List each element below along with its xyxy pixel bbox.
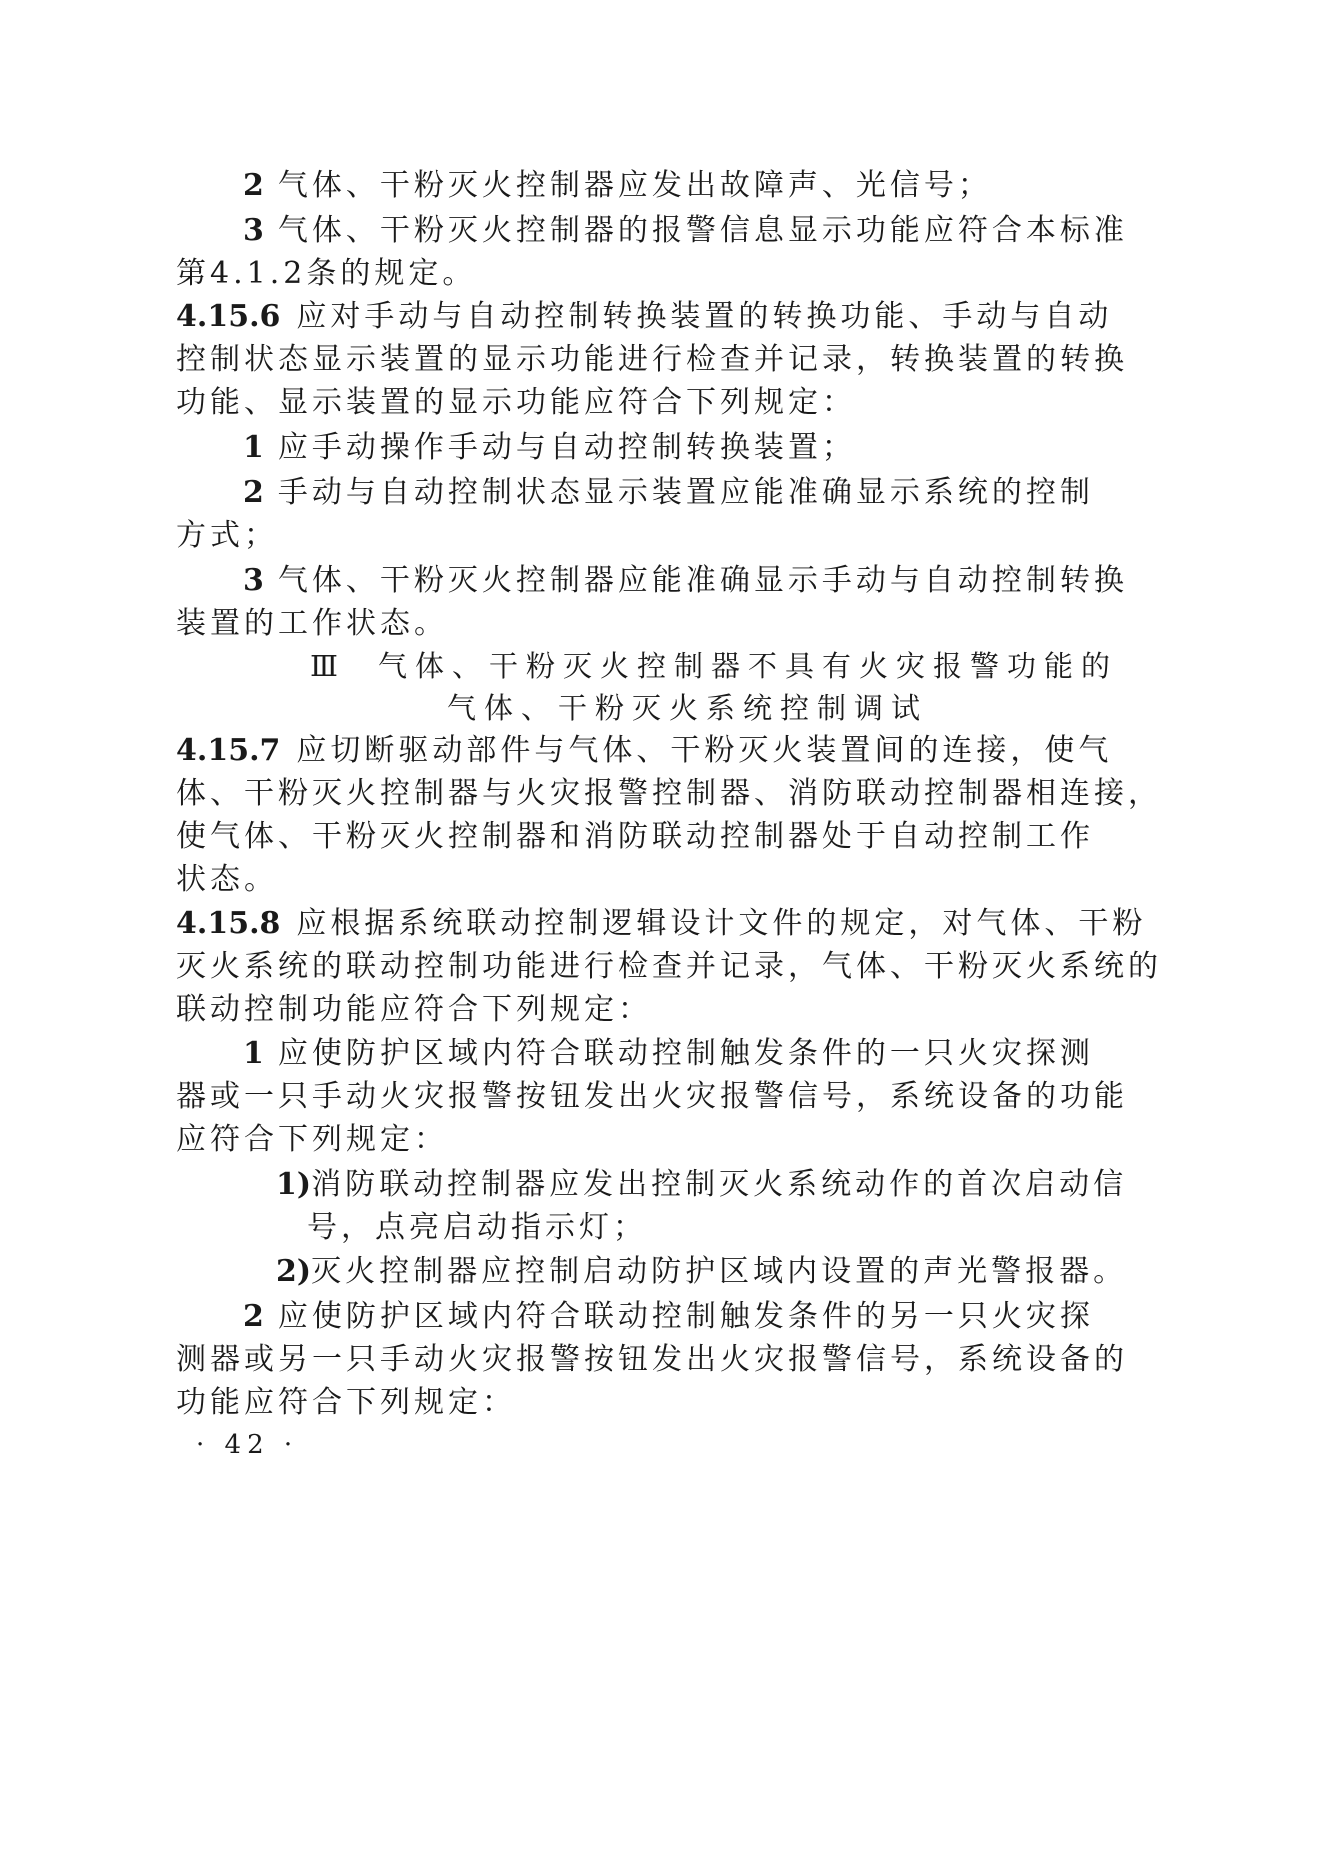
clause-continuation — [0, 383, 1323, 423]
item-text-cont: 测器或另一只手动火灾报警按钮发出火灾报警信号，系统设备的 — [176, 1342, 1128, 1377]
clause-continuation — [0, 774, 1323, 814]
sub-item-number: 2) — [276, 1254, 312, 1289]
sub-item-text: 消防联动控制器应发出控制灭火系统动作的首次启动信 — [311, 1167, 1128, 1202]
item-continuation — [0, 1120, 1323, 1160]
item-number: 2 — [243, 168, 264, 203]
item-number: 1 — [243, 1036, 264, 1071]
clause8-item-2 — [0, 1297, 1323, 1337]
clause-text-cont: 联动控制功能应符合下列规定： — [176, 992, 652, 1027]
clause-4-15-7 — [0, 731, 1323, 771]
item-number: 3 — [243, 563, 264, 598]
item-text: 应使防护区域内符合联动控制触发条件的另一只火灾探 — [277, 1299, 1094, 1334]
item-text: 气体、干粉灭火控制器应发出故障声、光信号； — [277, 168, 992, 203]
item-text: 气体、干粉灭火控制器应能准确显示手动与自动控制转换 — [277, 563, 1128, 598]
clause-text-cont: 控制状态显示装置的显示功能进行检查并记录，转换装置的转换 — [176, 342, 1128, 377]
item-continuation — [0, 516, 1323, 556]
clause-4-15-6 — [0, 297, 1323, 337]
item-text-cont: 装置的工作状态。 — [176, 606, 448, 641]
clause-continuation — [0, 990, 1323, 1030]
item-text-cont: 器或一只手动火灾报警按钮发出火灾报警信号，系统设备的功能 — [176, 1079, 1128, 1114]
item-3-alarm-display — [0, 211, 1323, 251]
item-text: 手动与自动控制状态显示装置应能准确显示系统的控制 — [277, 475, 1094, 510]
sub-item-text: 灭火控制器应控制启动防护区域内设置的声光警报器。 — [311, 1254, 1128, 1289]
clause-number: 4.15.7 — [176, 733, 281, 768]
clause-continuation — [0, 947, 1323, 987]
section-title-line1: 气体、干粉灭火控制器不具有火灾报警功能的 — [377, 649, 1118, 683]
item-number: 3 — [243, 213, 264, 248]
clause-text-cont: 体、干粉灭火控制器与火灾报警控制器、消防联动控制器相连接， — [176, 776, 1162, 811]
item-3-work-state — [0, 561, 1323, 601]
item-text: 应手动操作手动与自动控制转换装置； — [277, 430, 856, 465]
clause-continuation — [0, 340, 1323, 380]
item-2-fault-signal — [0, 166, 1323, 206]
clause-text-cont: 功能、显示装置的显示功能应符合下列规定： — [176, 385, 856, 420]
item-text: 气体、干粉灭火控制器的报警信息显示功能应符合本标准 — [277, 213, 1128, 248]
sub-item-2 — [0, 1252, 1323, 1292]
item-continuation — [0, 1383, 1323, 1423]
clause-text-cont: 灭火系统的联动控制功能进行检查并记录，气体、干粉灭火系统的 — [176, 949, 1162, 984]
sub-item-text-cont: 号，点亮启动指示灯； — [307, 1210, 647, 1245]
clause-continuation — [0, 817, 1323, 857]
section-roman-numeral: Ⅲ — [310, 649, 338, 683]
item-text-cont: 功能应符合下列规定： — [176, 1385, 516, 1420]
item-1-manual-switch — [0, 428, 1323, 468]
clause-text: 应切断驱动部件与气体、干粉灭火装置间的连接，使气 — [296, 733, 1113, 768]
sub-item-1 — [0, 1165, 1323, 1205]
sub-item-continuation — [0, 1208, 1323, 1248]
item-text-cont: 应符合下列规定： — [176, 1122, 448, 1157]
item-continuation — [0, 1340, 1323, 1380]
section-title-line2: 气体、干粉灭火系统控制调试 — [447, 691, 929, 725]
section-heading-cont — [0, 688, 1323, 728]
item-number: 1 — [243, 430, 264, 465]
clause-text-cont: 使气体、干粉灭火控制器和消防联动控制器处于自动控制工作 — [176, 819, 1094, 854]
item-number: 2 — [243, 1299, 264, 1334]
clause8-item-1 — [0, 1034, 1323, 1074]
clause-text: 应根据系统联动控制逻辑设计文件的规定，对气体、干粉 — [296, 906, 1147, 941]
sub-item-number: 1) — [276, 1167, 312, 1202]
section-heading — [0, 646, 1323, 686]
clause-4-15-8 — [0, 904, 1323, 944]
item-continuation — [0, 604, 1323, 644]
clause-text: 应对手动与自动控制转换装置的转换功能、手动与自动 — [296, 299, 1113, 334]
item-continuation — [0, 254, 1323, 294]
item-continuation — [0, 1077, 1323, 1117]
clause-number: 4.15.8 — [176, 906, 281, 941]
item-2-state-display — [0, 473, 1323, 513]
item-text-cont: 方式； — [176, 518, 278, 553]
clause-number: 4.15.6 — [176, 299, 281, 334]
item-text: 应使防护区域内符合联动控制触发条件的一只火灾探测 — [277, 1036, 1094, 1071]
item-number: 2 — [243, 475, 264, 510]
page-number: · 42 · — [196, 1430, 299, 1460]
clause-text-cont: 状态。 — [176, 862, 278, 897]
clause-continuation — [0, 860, 1323, 900]
item-text-cont: 第4.1.2条的规定。 — [176, 256, 477, 291]
